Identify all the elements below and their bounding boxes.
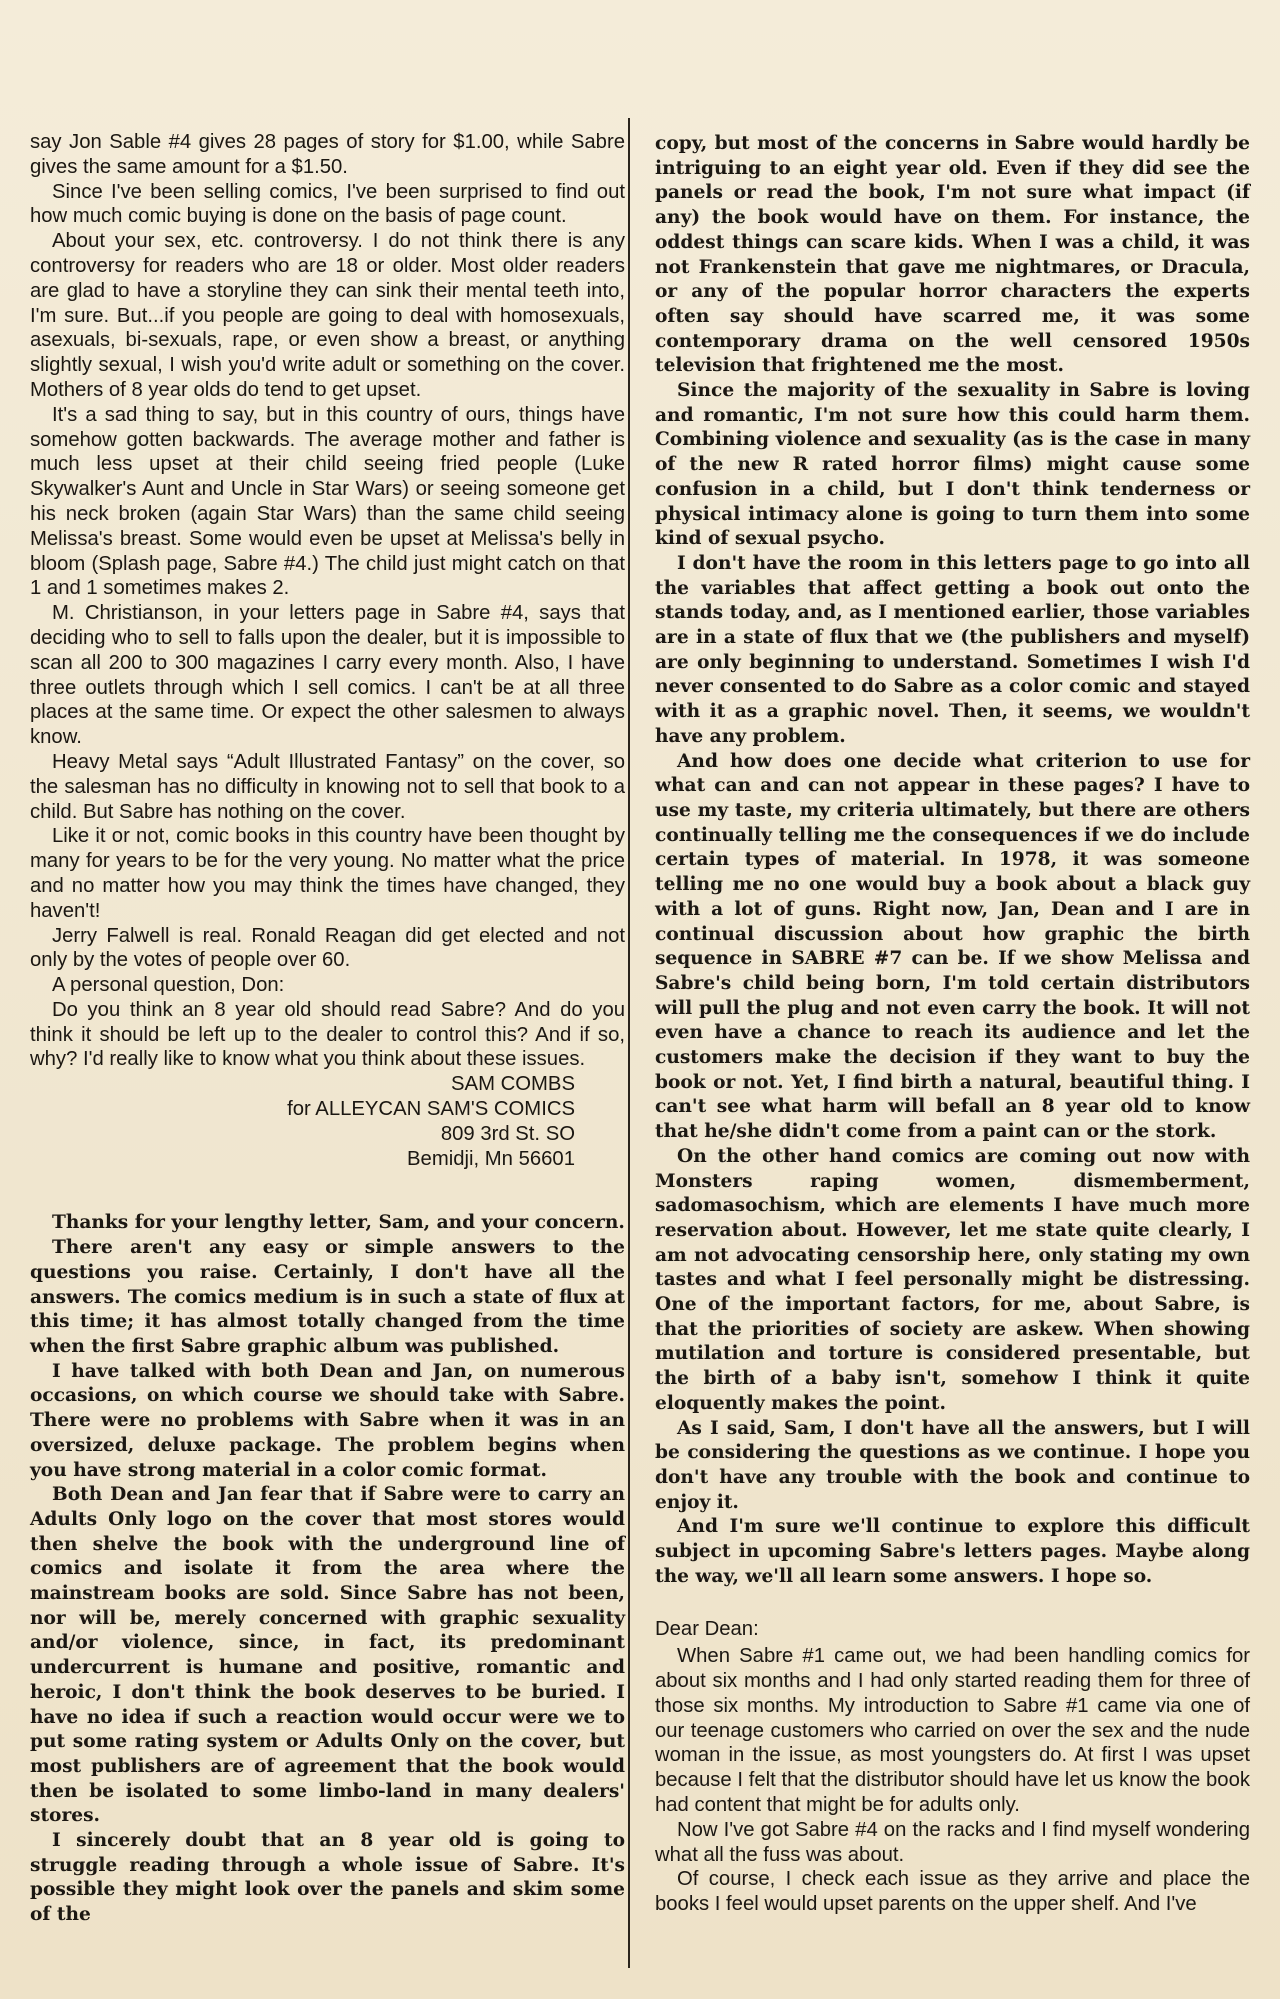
reply-paragraph: Thanks for your lengthy letter, Sam, and your concern. [52, 1212, 625, 1234]
reply-paragraph: There aren't any easy or simple answers to the questions you raise. Certainly, I don't have all the answers. The comics medium is in such a state of flux at this time; it has almost totally changed from the time when the first Sabre graphic album was published. [30, 1237, 625, 1357]
column-divider [628, 118, 630, 1968]
letter-signature [30, 1072, 625, 1171]
letter-paragraph: Now I've got Sabre #4 on the racks and I find myself wondering what all the fuss was about. [655, 1818, 1250, 1866]
letter-paragraph: Jerry Falwell is real. Ronald Reagan did get elected and not only by the votes of people over 60. [30, 924, 625, 972]
letter-paragraph: A personal question, Don: [52, 974, 285, 997]
letter-paragraph: say Jon Sable #4 gives 28 pages of story for $1.00, while Sabre gives the same amount for a $1.50. [30, 131, 625, 178]
letter-paragraph: Do you think an 8 year old should read Sabre? And do you think it should be left up to the dealer to control this? And if so, why? I'd really like to know what you think about these issues. [30, 998, 625, 1071]
signature-name: SAM COMBS [451, 1073, 575, 1096]
letter-paragraph: When Sabre #1 came out, we had been handling comics for about six months and I had only started reading them for three of those six months. My introduction to Sabre #1 came via one of our teenage customers who carried on over the sex and the nude woman in the issue, as most youngsters do. At first I was upset because I felt that the distributor should have let us know the book had content that might be for adults only. [655, 1645, 1250, 1817]
letter-paragraph: Like it or not, comic books in this country have been thought by many for years to be for the very young. No matter what the price and no matter how you may think the times have changed, they haven't! [30, 825, 625, 922]
signature-city: Bemidji, Mn 56601 [407, 1147, 575, 1170]
reply-paragraph: I have talked with both Dean and Jan, on numerous occasions, on which course we should take with Sabre. There were no problems with Sabre when it was in an oversized, deluxe package. The problem begins when you have strong material in a color comic format. [30, 1360, 625, 1481]
reply-paragraph: And I'm sure we'll continue to explore this difficult subject in upcoming Sabre's letters pages. Maybe along the way, we'll all learn some answers. I hope so. [655, 1516, 1250, 1587]
left-column [30, 130, 625, 1928]
letter-paragraph: About your sex, etc. controversy. I do not think there is any controversy for readers who are 18 or older. Most older readers are glad to have a storyline they can sink their mental teeth into, I'm sure. But...if you people are going to deal with homosexuals, asexuals, bi-sexuals, rape, or even show a breast, or anything slightly sexual, I wish you'd write adult or something on the cover. Mothers of 8 year olds do tend to get upset. [30, 230, 625, 401]
reply-paragraph: Since the majority of the sexuality in Sabre is loving and romantic, I'm not sure how this could harm them. Combining violence and sexuality (as is the case in many of the new R rated horror films) might cause some confusion in a child, but I don't think tenderness or physical intimacy alone is going to turn them into some kind of sexual psycho. [655, 380, 1250, 550]
spacer [30, 1171, 625, 1211]
letter-paragraph: Of course, I check each issue as they arrive and place the books I feel would upset parents on the upper shelf. And I've [655, 1868, 1250, 1916]
reply-paragraph: Both Dean and Jan fear that if Sabre were to carry an Adults Only logo on the cover that most stores would then shelve the book with the underground line of comics and isolate it from the area where the mainstream books are sold. Since Sabre has not been, nor will be, merely concerned with graphic sexuality and/or violence, since, in fact, its predominant undercurrent is humane and positive, romantic and heroic, I don't think the book deserves to be buried. I have no idea if such a reaction would occur were we to put some rating system or Adults Only on the cover, but most publishers are of agreement that the book would then be isolated to some limbo-land in many dealers' stores. [30, 1484, 625, 1827]
reply-paragraph: On the other hand comics are coming out now with Monsters raping women, dismemberment, sadomasochism, which are elements I have much more reservation about. However, let me state quite clearly, I am not advocating censorship here, only stating my own tastes and what I feel personally might be distressing. One of the important factors, for me, about Sabre, is that the priorities of society are askew. When showing mutilation and torture is considered presentable, but the birth of a baby isn't, somehow I think it quite eloquently makes the point. [655, 1145, 1250, 1414]
letter-paragraph: M. Christianson, in your letters page in Sabre #4, says that deciding who to sell to falls upon the dealer, but it is impossible to scan all 200 to 300 magazines I carry every month. Also, I have three outlets through which I sell comics. I can't be at all three places at the same time. Or expect the other salesmen to always know. [30, 602, 625, 749]
letter-salutation: Dear Dean: [655, 1618, 759, 1641]
reply-paragraph: As I said, Sam, I don't have all the answers, but I will be considering the questions as we continue. I hope you don't have any trouble with the book and continue to enjoy it. [655, 1417, 1250, 1513]
letter-paragraph: It's a sad thing to say, but in this country of ours, things have somehow gotten backwards. The average mother and father is much less upset at their child seeing fried people (Luke Skywalker's Aunt and Uncle in Star Wars) or seeing someone get his neck broken (again Star Wars) than the same child seeing Melissa's breast. Some would even be upset at Melissa's belly in bloom (Splash page, Sabre #4.) The child just might catch on that 1 and 1 sometimes makes 2. [30, 403, 625, 600]
spacer [655, 1589, 1250, 1617]
signature-street: 809 3rd St. SO [440, 1122, 575, 1145]
letter-paragraph: Heavy Metal says “Adult Illustrated Fantasy” on the cover, so the salesman has no difficulty in knowing not to sell that book to a child. But Sabre has nothing on the cover. [30, 750, 625, 823]
reply-paragraph: I sincerely doubt that an 8 year old is going to struggle reading through a whole issue of Sabre. It's possible they might look over the panels and skim some of the [30, 1830, 625, 1926]
reply-paragraph: I don't have the room in this letters page to go into all the variables that affect getting a book out onto the stands today, and, as I mentioned earlier, those variables are in a state of flux that we (the publishers and myself) are only beginning to understand. Sometimes I wish I'd never consented to do Sabre as a color comic and stayed with it as a graphic novel. Then, it seems, we wouldn't have any problem. [655, 552, 1250, 747]
letter-paragraph: Since I've been selling comics, I've been surprised to find out how much comic buying is done on the basis of page count. [30, 180, 625, 228]
signature-shop: for ALLEYCAN SAM'S COMICS [287, 1098, 575, 1121]
reply-paragraph: And how does one decide what criterion to use for what can and can not appear in these pages? I have to use my taste, my criteria ultimately, but there are others continually telling me the consequences if we do include certain types of material. In 1978, it was someone telling me no one would buy a book about a black guy with a lot of guns. Right now, Jan, Dean and I are in continual discussion about how graphic the birth sequence in SABRE #7 can be. If we show Melissa and Sabre's child being born, I'm told certain distributors will pull the plug and not even carry the book. It will not even have a chance to reach its audience and let the customers make the decision if they want to buy the book or not. Yet, I find birth a natural, beautiful thing. I can't see what harm will befall an 8 year old to know that he/she didn't come from a paint can or the stork. [655, 750, 1250, 1143]
reply-paragraph: copy, but most of the concerns in Sabre would hardly be intriguing to an eight year old. Even if they did see the panels or read the book, I'm not sure what impact (if any) the book would have on them. For instance, the oddest things can scare kids. When I was a child, it was not Frankenstein that gave me nightmares, or Dracula, or any of the popular horror characters the experts often say should have scarred me, it was some contemporary drama on the well censored 1950s television that frightened me the most. [655, 133, 1250, 377]
right-column [655, 132, 1250, 1917]
